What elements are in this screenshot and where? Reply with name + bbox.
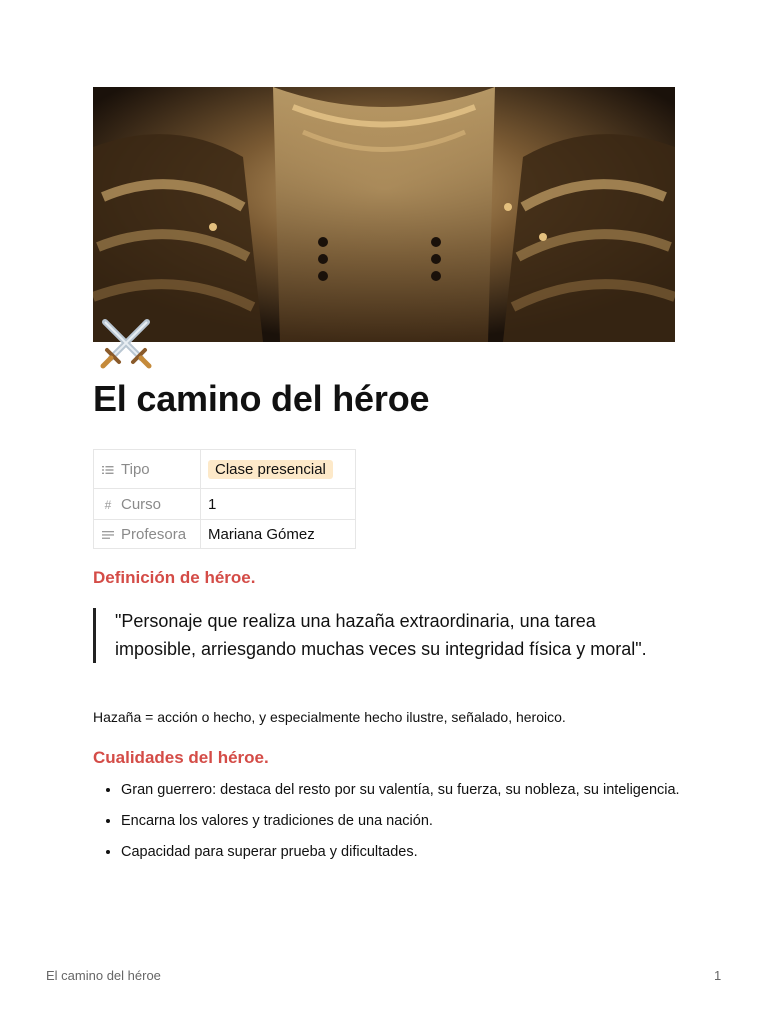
text-icon xyxy=(101,528,115,542)
page-title: El camino del héroe xyxy=(93,378,430,419)
property-key: Curso xyxy=(121,495,162,513)
list-item: • Encarna los valores y tradiciones de una nación. xyxy=(121,810,681,832)
qualities-heading: Cualidades del héroe. xyxy=(93,748,269,767)
property-value-curso[interactable]: 1 xyxy=(201,489,356,520)
list-item: • Capacidad para superar prueba y dificultades. xyxy=(121,841,681,863)
property-row-profesora xyxy=(94,520,356,549)
properties-table xyxy=(93,449,356,549)
property-value-tipo[interactable] xyxy=(201,450,356,489)
page-number: 1 xyxy=(714,968,722,983)
cover-image xyxy=(93,87,675,342)
number-icon: # xyxy=(104,497,112,512)
property-row-curso xyxy=(94,489,356,520)
property-value-profesora[interactable]: Mariana Gómez xyxy=(201,520,356,549)
qualities-list xyxy=(93,779,681,872)
crossed-swords-icon xyxy=(97,316,155,370)
definition-note: Hazaña = acción o hecho, y especialmente hecho ilustre, señalado, heroico. xyxy=(93,709,566,725)
type-tag: Clase presencial xyxy=(208,460,333,479)
footer-title: El camino del héroe xyxy=(46,968,161,983)
definition-heading: Definición de héroe. xyxy=(93,568,256,587)
property-key: Profesora xyxy=(121,525,187,543)
list-item: • Gran guerrero: destaca del resto por su valentía, su fuerza, su nobleza, su inteligencia. xyxy=(121,779,681,801)
definition-quote: "Personaje que realiza una hazaña extraordinaria, una tarea imposible, arriesgando muchas veces su integridad física y moral". xyxy=(93,608,675,663)
property-row-tipo xyxy=(94,450,356,489)
property-key: Tipo xyxy=(121,460,150,478)
list-icon xyxy=(101,463,115,477)
